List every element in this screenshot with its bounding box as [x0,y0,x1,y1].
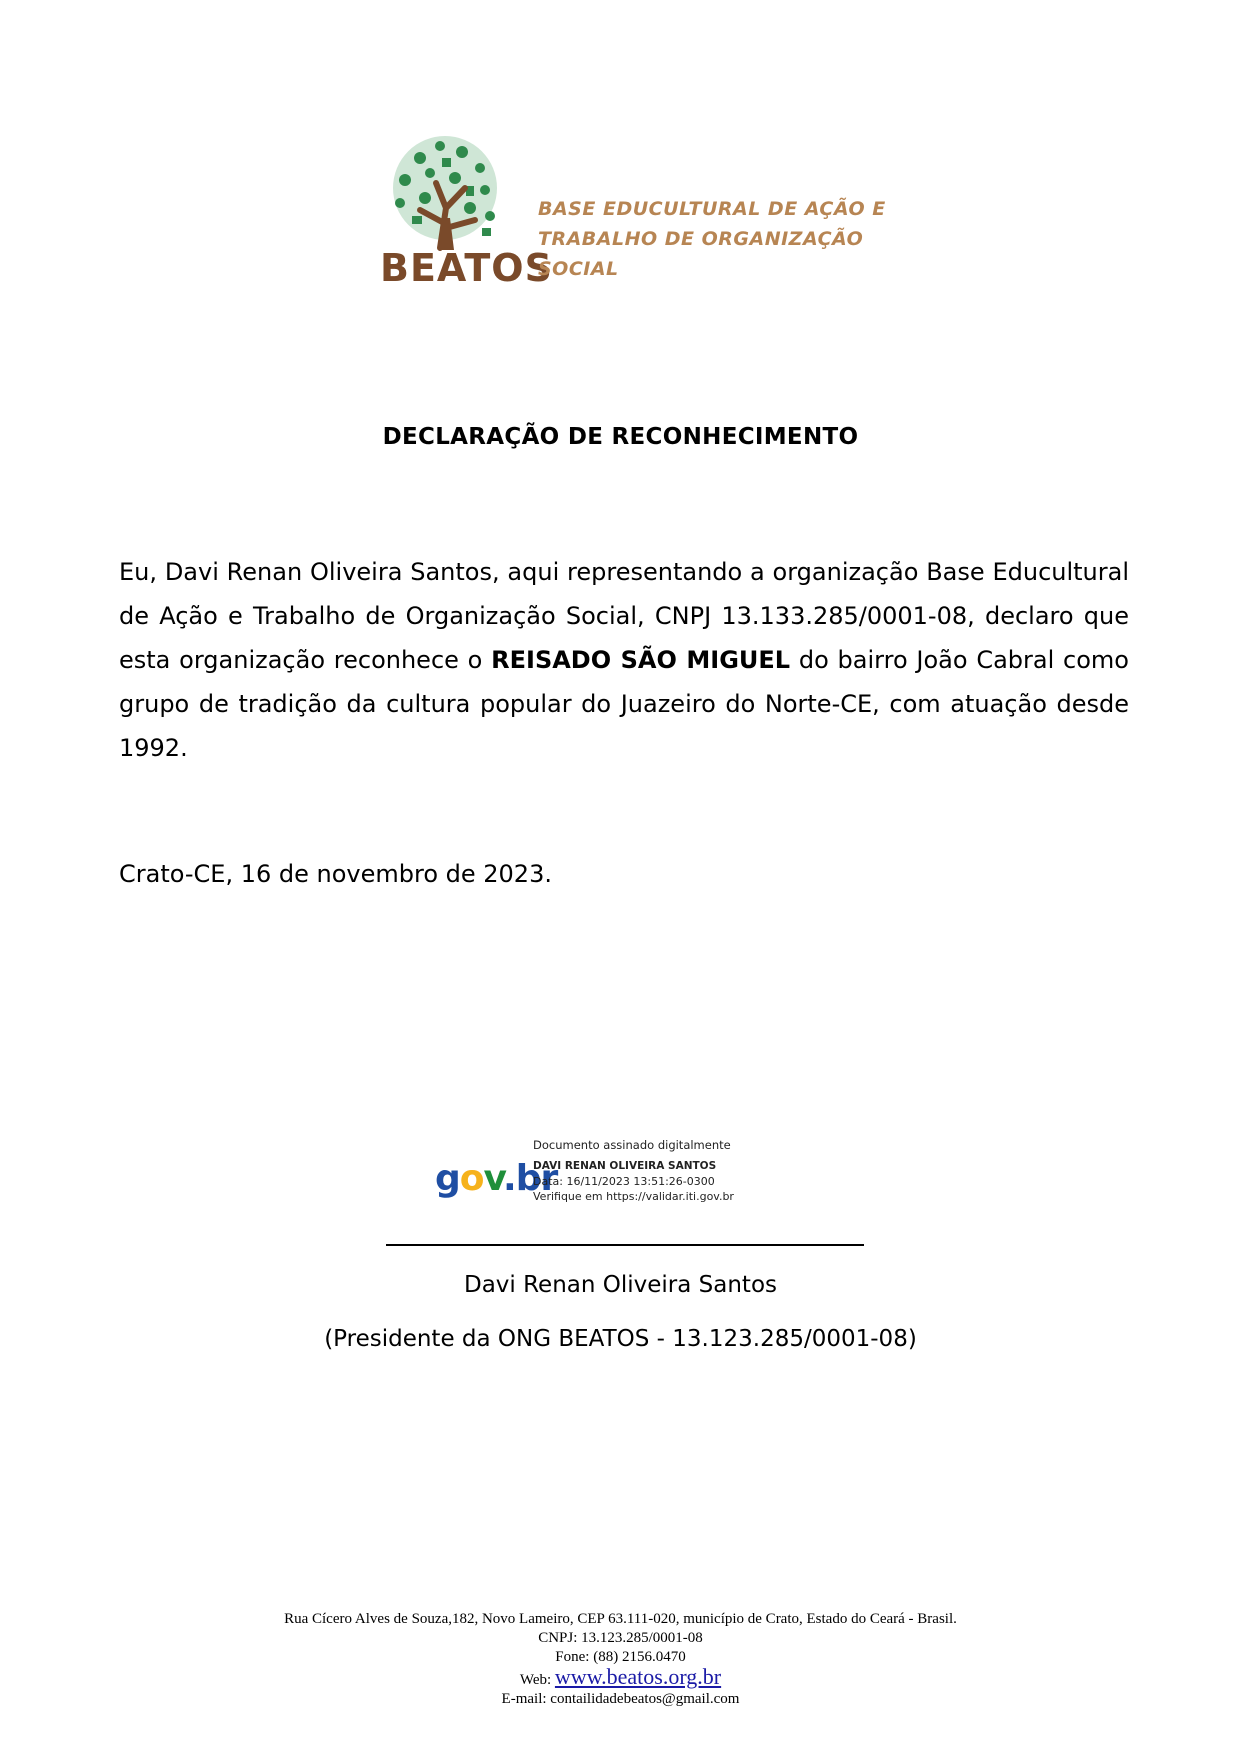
footer-email: E-mail: contailidadebeatos@gmail.com [501,1691,740,1707]
website-link[interactable]: www.beatos.org.br [554,1664,722,1689]
footer-address: Rua Cícero Alves de Souza,182, Novo Lameiro, CEP 63.111-020, município de Crato, Estado do Ceará - Brasil. [284,1611,957,1627]
footer-web-label: Web: [519,1672,555,1688]
logo-tagline [538,194,898,284]
signer-role: (Presidente da ONG BEATOS - 13.123.285/0001-08) [324,1326,917,1352]
tagline-line-1: BASE EDUCULTURAL DE AÇÃO E [538,198,886,220]
paragraph-text-end: do bairro João Cabral como grupo de tradição da cultura popular do Juazeiro do Norte-CE, com atuação desde 1992. [119,646,1129,762]
govbr-logo-v: v [483,1158,504,1199]
govbr-logo-g: g [435,1158,460,1199]
signature-line [386,1244,864,1246]
govbr-logo-dot: . [503,1158,516,1199]
date-line: Crato-CE, 16 de novembro de 2023. [119,860,552,888]
signature-date: Data: 16/11/2023 13:51:26-0300 [533,1175,715,1188]
signature-signer: DAVI RENAN OLIVEIRA SANTOS [533,1160,717,1172]
govbr-logo-br: br [515,1158,558,1199]
paragraph-text-start: Eu, Davi Renan Oliveira Santos, aqui representando a organização Base Educultural de Ação e Trabalho de Organização Social, CNPJ 13.133.285/0001-08, declaro que esta organização reconhece o [119,558,1129,674]
signature-metadata [533,1138,734,1204]
signature-verify: Verifique em https://validar.iti.gov.br [533,1190,734,1203]
organization-logo [370,128,890,298]
footer-phone: Fone: (88) 2156.0470 [555,1649,686,1665]
footer-cnpj: CNPJ: 13.123.285/0001-08 [538,1630,703,1646]
signer-name: Davi Renan Oliveira Santos [463,1272,777,1298]
footer-web [0,1664,1241,1690]
declaration-paragraph [119,550,1129,770]
signature-heading: Documento assinado digitalmente [533,1138,731,1152]
group-name: REISADO SÃO MIGUEL [491,646,791,674]
tagline-line-2: TRABALHO DE ORGANIZAÇÃO SOCIAL [538,228,864,280]
digital-signature-stamp [435,1138,735,1210]
govbr-logo-o: o [459,1158,484,1199]
footer [0,1610,1241,1709]
document-title: DECLARAÇÃO DE RECONHECIMENTO [382,424,859,450]
logo-name: BEATOS [380,246,553,290]
